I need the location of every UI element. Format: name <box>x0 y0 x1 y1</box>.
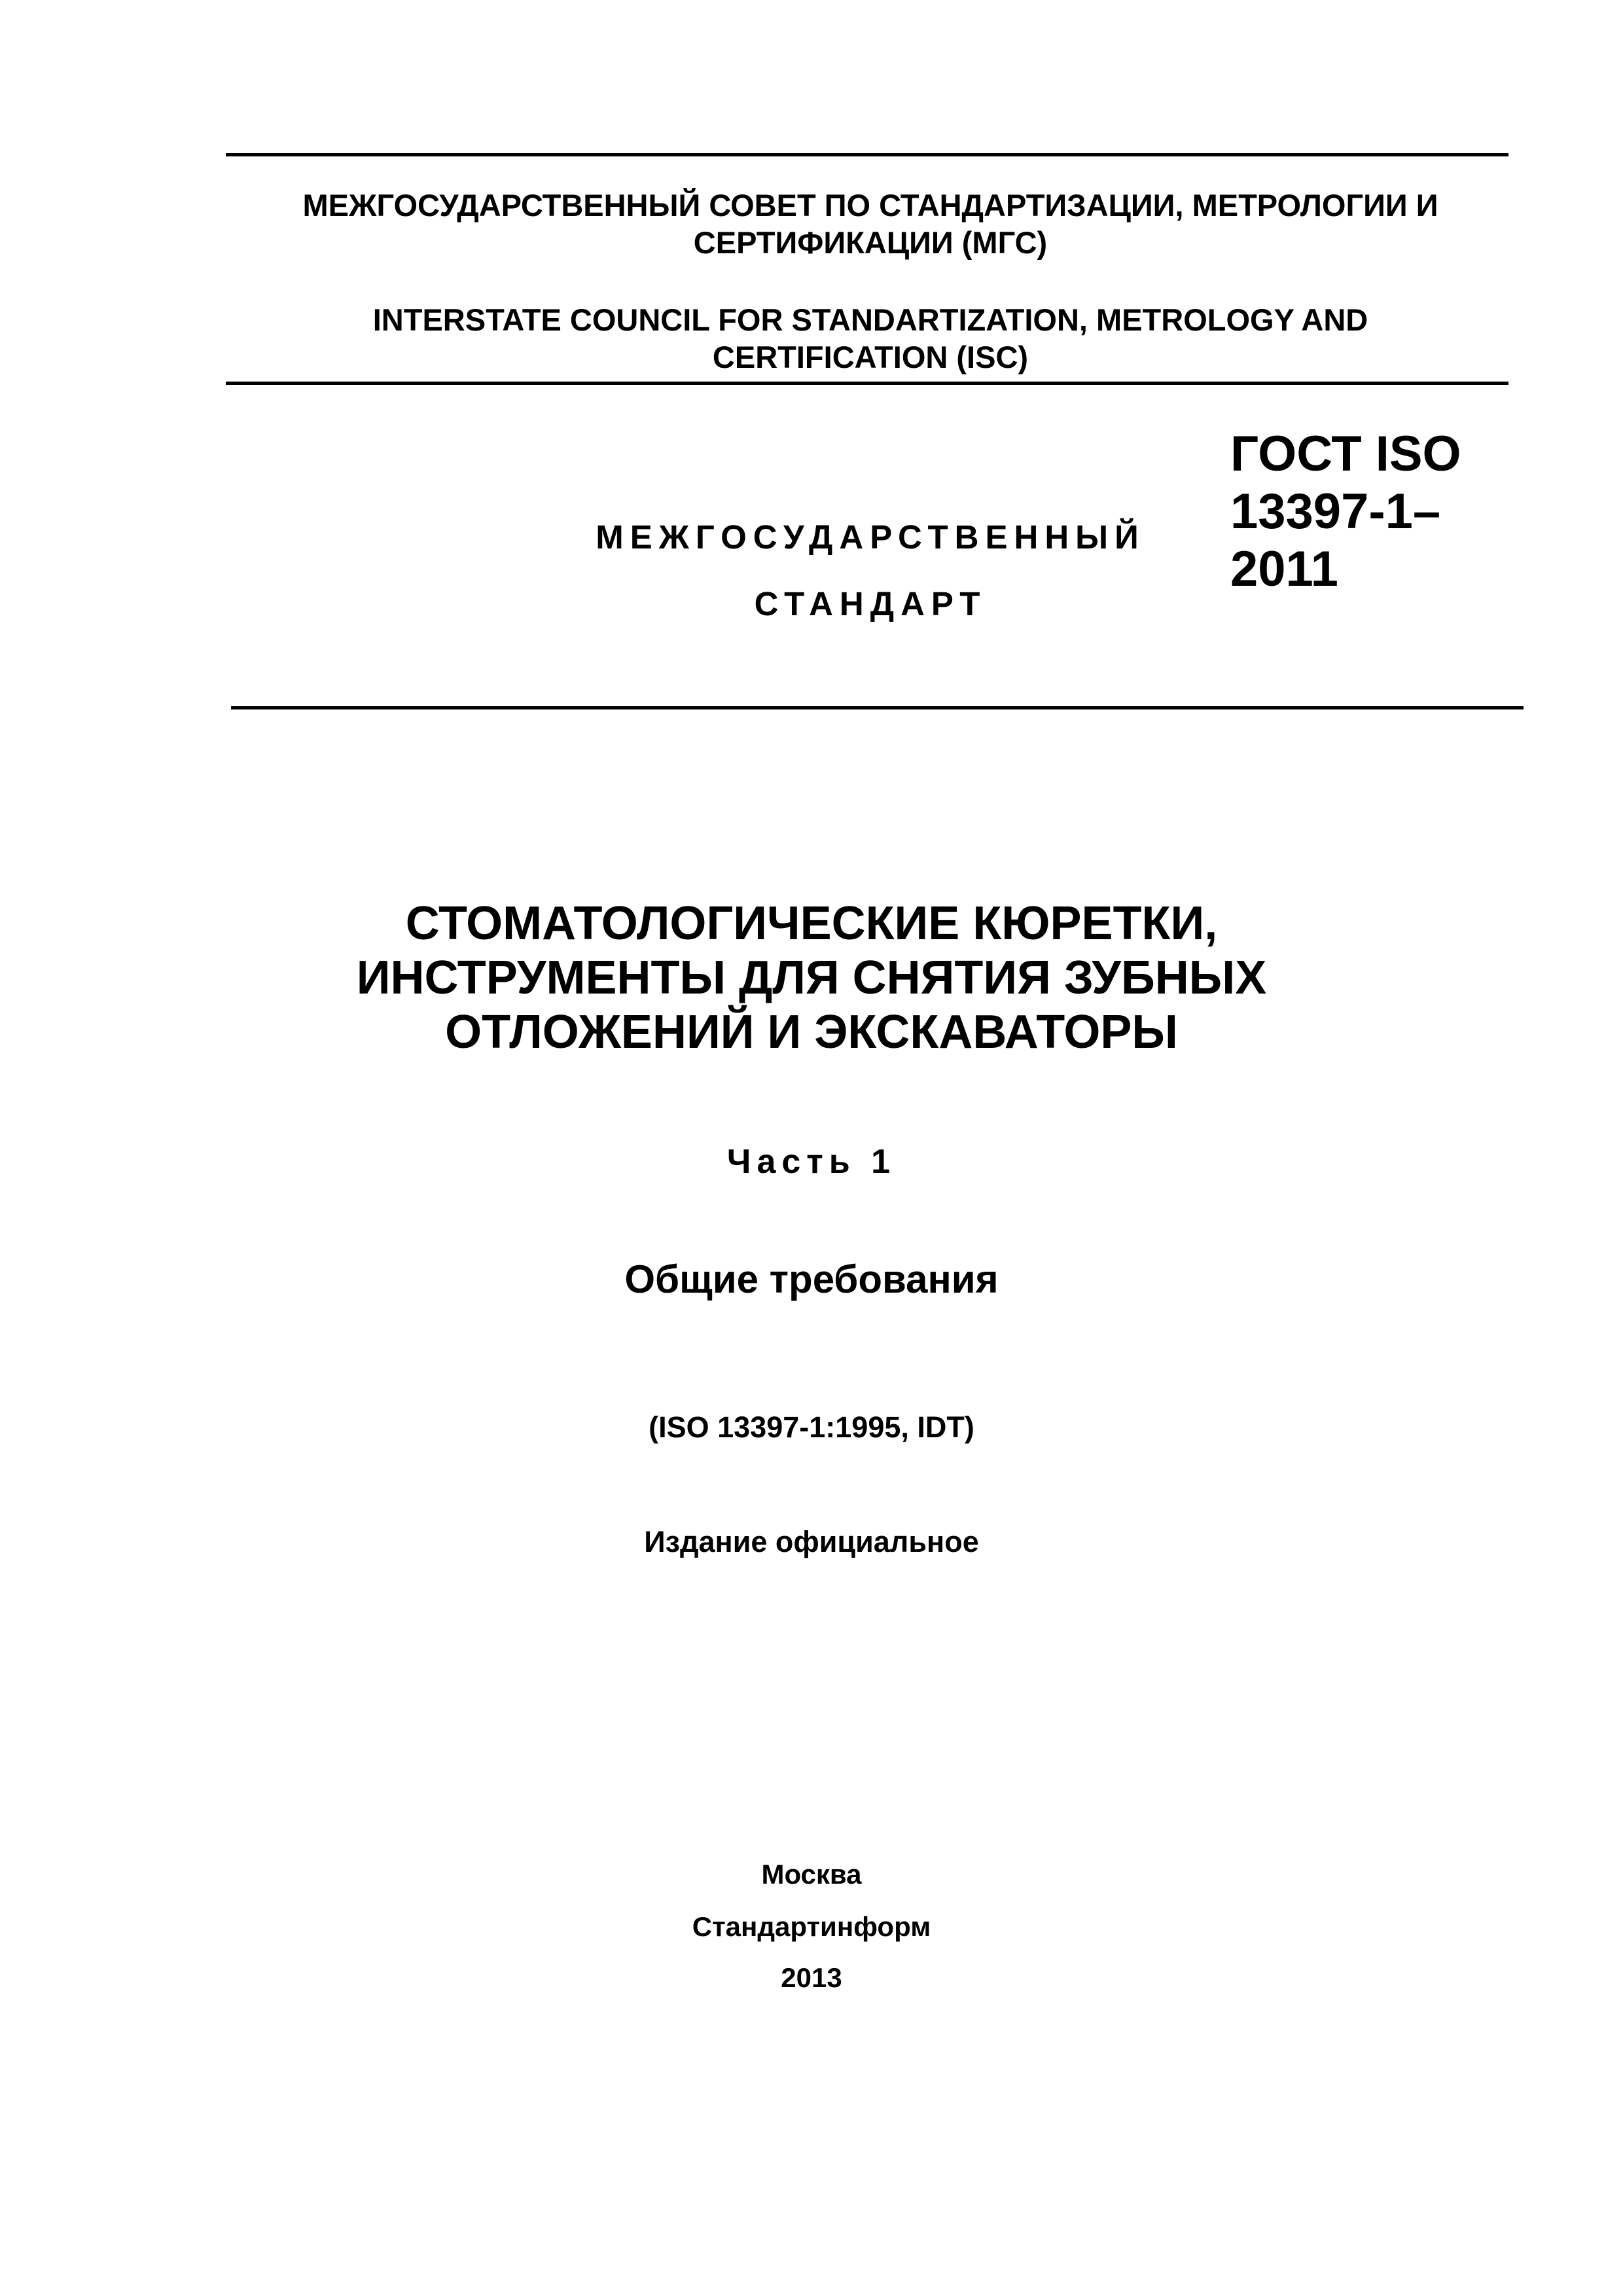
designation-line-2: 13397-1– <box>1230 484 1441 539</box>
imprint-publisher: Стандартинформ <box>692 1911 931 1942</box>
imprint-year: 2013 <box>781 1962 842 1993</box>
part-number: Часть 1 <box>726 1143 897 1181</box>
standard-type-line-1: МЕЖГОСУДАРСТВЕННЫЙ <box>596 518 1145 556</box>
council-en-line-2: CERTIFICATION (ISC) <box>712 340 1029 374</box>
standard-type-line-2: СТАНДАРТ <box>754 585 987 622</box>
imprint-city: Москва <box>761 1859 862 1890</box>
title-line-3: ОТЛОЖЕНИЙ И ЭКСКАВАТОРЫ <box>445 1006 1178 1058</box>
council-ru-line-2: СЕРТИФИКАЦИИ (МГС) <box>693 225 1048 260</box>
council-name-english <box>229 301 1512 376</box>
council-name-russian <box>229 187 1512 261</box>
designation-bottom-rule <box>231 706 1524 709</box>
title-line-2: ИНСТРУМЕНТЫ ДЛЯ СНЯТИЯ ЗУБНЫХ <box>356 952 1267 1004</box>
document-title <box>0 897 1623 1060</box>
council-en-line-1: INTERSTATE COUNCIL FOR STANDARTIZATION, METROLOGY AND <box>372 302 1368 337</box>
standard-type-label <box>563 504 1178 637</box>
document-subtitle: Общие требования <box>624 1257 999 1301</box>
edition-label: Издание официальное <box>644 1525 979 1558</box>
designation-line-1: ГОСТ ISO <box>1230 426 1461 482</box>
top-rule <box>226 153 1508 156</box>
iso-reference: (ISO 13397-1:1995, IDT) <box>649 1410 974 1444</box>
header-bottom-rule <box>226 382 1508 385</box>
council-ru-line-1: МЕЖГОСУДАРСТВЕННЫЙ СОВЕТ ПО СТАНДАРТИЗАЦИИ, МЕТРОЛОГИИ И <box>302 188 1438 223</box>
title-line-1: СТОМАТОЛОГИЧЕСКИЕ КЮРЕТКИ, <box>405 897 1218 950</box>
designation-line-3: 2011 <box>1230 541 1338 597</box>
standard-designation <box>1230 425 1558 598</box>
